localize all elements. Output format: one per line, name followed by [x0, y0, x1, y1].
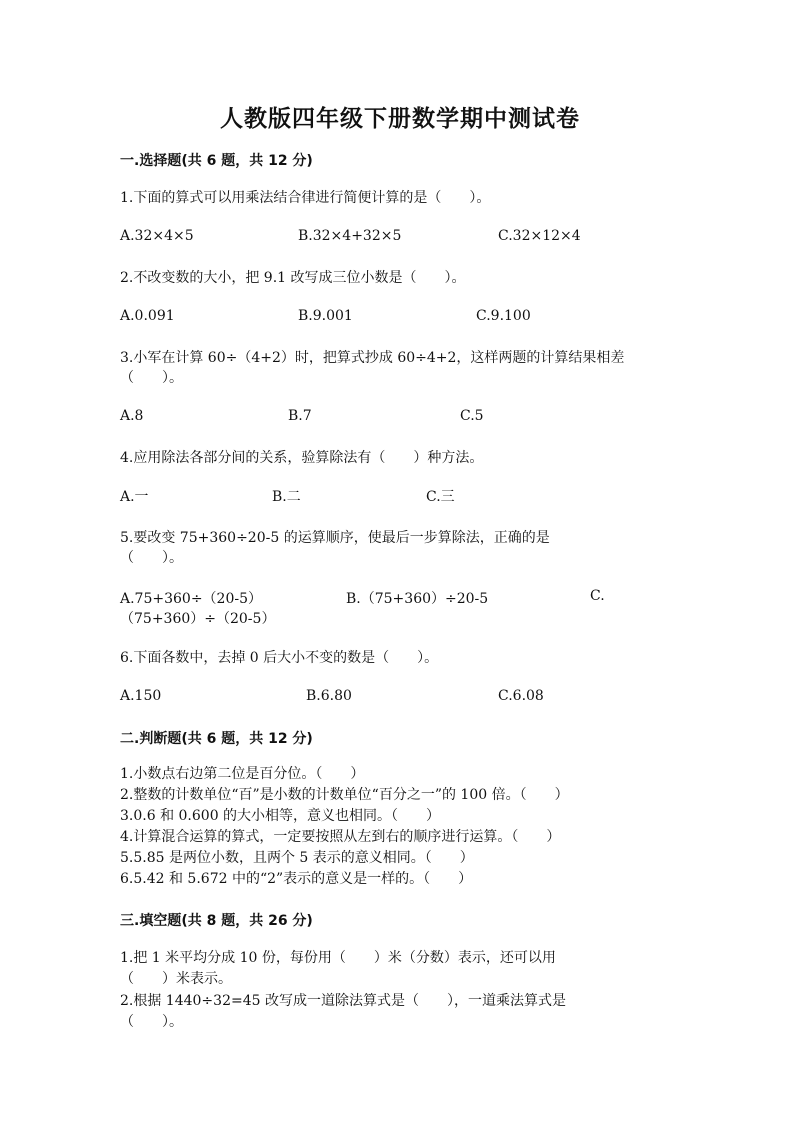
- section-heading-true-false: 二.判断题(共 6 题，共 12 分): [120, 731, 313, 747]
- fill-in-item-2-line2: （ ）。: [120, 1014, 183, 1030]
- question-6-option-c: C.6.08: [498, 688, 544, 704]
- true-false-item-5: 5.5.85 是两位小数，且两个 5 表示的意义相同。（ ）: [120, 850, 474, 866]
- question-5-stem-line2: （ ）。: [120, 550, 183, 566]
- question-1-option-c: C.32×12×4: [498, 228, 581, 244]
- question-5-option-a: A.75+360÷（20-5）: [120, 591, 263, 607]
- question-3-option-c: C.5: [460, 408, 484, 424]
- true-false-item-2: 2.整数的计数单位“百”是小数的计数单位“百分之一”的 100 倍。（ ）: [120, 787, 569, 803]
- fill-in-item-1-line1: 1.把 1 米平均分成 10 份，每份用（ ）米（分数）表示，还可以用: [120, 950, 556, 966]
- question-4-option-b: B.二: [272, 489, 301, 505]
- fill-in-item-2-line1: 2.根据 1440÷32=45 改写成一道除法算式是（ ），一道乘法算式是: [120, 993, 566, 1009]
- question-4-option-a: A.一: [120, 489, 149, 505]
- question-5-stem-line1: 5.要改变 75+360÷20-5 的运算顺序，使最后一步算除法，正确的是: [120, 530, 550, 546]
- question-3-option-a: A.8: [120, 408, 144, 424]
- section-heading-fill-in: 三.填空题(共 8 题，共 26 分): [120, 913, 313, 929]
- question-4-stem: 4.应用除法各部分间的关系，验算除法有（ ）种方法。: [120, 450, 484, 466]
- question-6-stem: 6.下面各数中，去掉 0 后大小不变的数是（ ）。: [120, 650, 439, 666]
- page-title: 人教版四年级下册数学期中测试卷: [220, 105, 580, 132]
- question-6-option-a: A.150: [120, 688, 162, 704]
- question-1-option-a: A.32×4×5: [120, 228, 194, 244]
- question-2-option-a: A.0.091: [120, 308, 175, 324]
- question-5-option-c-continued: （75+360）÷（20-5）: [120, 611, 276, 627]
- section-heading-multiple-choice: 一.选择题(共 6 题，共 12 分): [120, 153, 313, 169]
- question-3-option-b: B.7: [288, 408, 312, 424]
- question-3-stem-line2: （ ）。: [120, 370, 183, 386]
- question-3-stem-line1: 3.小军在计算 60÷（4+2）时，把算式抄成 60÷4+2，这样两题的计算结果相差: [120, 350, 625, 366]
- question-2-option-c: C.9.100: [476, 308, 531, 324]
- true-false-item-1: 1.小数点右边第二位是百分位。（ ）: [120, 766, 365, 782]
- true-false-item-4: 4.计算混合运算的算式，一定要按照从左到右的顺序进行运算。（ ）: [120, 829, 561, 845]
- question-5-option-b: B.（75+360）÷20-5: [346, 591, 489, 607]
- fill-in-item-1-line2: （ ）米表示。: [120, 971, 232, 987]
- question-2-stem: 2.不改变数的大小，把 9.1 改写成三位小数是（ ）。: [120, 270, 466, 286]
- question-4-option-c: C.三: [426, 489, 455, 505]
- true-false-item-3: 3.0.6 和 0.600 的大小相等，意义也相同。（ ）: [120, 808, 441, 824]
- question-2-option-b: B.9.001: [298, 308, 353, 324]
- question-5-option-c: C.: [590, 588, 605, 604]
- question-6-option-b: B.6.80: [306, 688, 352, 704]
- question-1-stem: 1.下面的算式可以用乘法结合律进行简便计算的是（ ）。: [120, 190, 491, 206]
- true-false-item-6: 6.5.42 和 5.672 中的“2”表示的意义是一样的。（ ）: [120, 871, 473, 887]
- question-1-option-b: B.32×4+32×5: [298, 228, 402, 244]
